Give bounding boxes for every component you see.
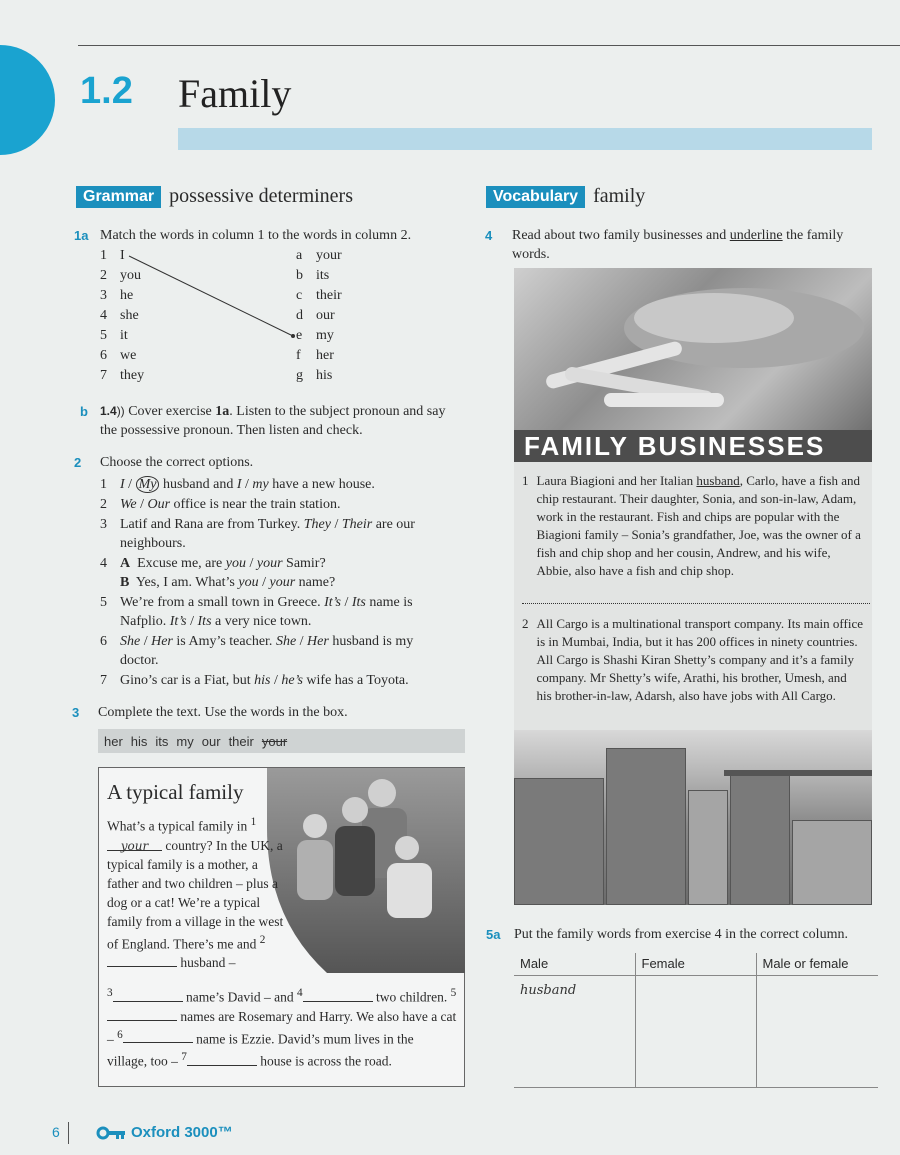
word-chip: their <box>228 734 254 749</box>
top-rule <box>78 45 900 46</box>
col-female: Female <box>635 953 756 975</box>
word-chip: her <box>104 734 123 749</box>
family-businesses-banner: FAMILY BUSINESSES <box>514 430 872 462</box>
word-chip: his <box>130 734 148 749</box>
ex2-instruction: Choose the correct options. <box>100 455 254 470</box>
vocabulary-tag: Vocabulary <box>486 186 585 208</box>
answer-1: your <box>107 837 162 851</box>
col-male: Male <box>514 953 635 975</box>
businesses-text <box>514 462 872 730</box>
match-item: g his <box>296 368 333 383</box>
match-item: 4 she <box>100 308 139 323</box>
oxford-3000-label: Oxford 3000™ <box>131 1124 233 1141</box>
grammar-title: possessive determiners <box>169 185 354 207</box>
option-item[interactable]: 7 Gino’s car is a Fiat, but his / he’s wife has a Toyota. <box>100 673 409 688</box>
match-item: c their <box>296 288 342 303</box>
family-photo <box>267 768 465 973</box>
match-item: 1 I <box>100 248 125 263</box>
page-number: 6 <box>52 1124 60 1140</box>
col-male-or-female: Male or female <box>756 953 878 975</box>
box-text-bottom: $^3$ name’s David – and $^4$ two children. $^5$ names are Rosemary and Harry. We also have a cat – $^6$ name is Ezzie. David’s mum lives in the village, too – $^7$ house is across the road. <box>107 987 457 1069</box>
match-item: 3 he <box>100 288 134 303</box>
ex1b-number: b <box>80 404 88 419</box>
blank-5[interactable] <box>107 1007 177 1021</box>
blank-4[interactable] <box>303 988 373 1002</box>
word-chip: our <box>201 734 221 749</box>
ex3-number: 3 <box>72 705 80 720</box>
title-banner <box>178 128 872 150</box>
blank-6[interactable] <box>123 1029 193 1043</box>
lesson-number: 1.2 <box>80 70 133 112</box>
audio-icon[interactable]: )) <box>116 404 125 418</box>
match-line <box>125 252 300 342</box>
word-chip: its <box>155 734 169 749</box>
ex3-instruction: Complete the text. Use the words in the box. <box>98 705 348 720</box>
answer-husband: husband <box>520 982 577 998</box>
option-item[interactable]: 2 We / Our office is near the train station. <box>100 497 341 512</box>
typical-family-box <box>98 767 465 1087</box>
ex5a-instruction: Put the family words from exercise 4 in the correct column. <box>514 927 848 942</box>
key-icon <box>96 1126 126 1140</box>
word-chip-used: your <box>261 734 288 749</box>
footer-divider <box>68 1122 69 1144</box>
business-paragraph-2: 2 All Cargo is a multinational transport company. Its main office is in Mumbai, India, but it has 200 offices in ninety countries. All Cargo is Shashi Kiran Shetty’s company and it’s a family company. Mr Shetty’s wife, Arathi, his brother, Umesh, and his brother-in-law, Adarsh, also have jobs with All Cargo. <box>522 616 863 703</box>
option-item[interactable]: 5 We’re from a small town in Greece. It’s / Its name is Nafplio. It’s / Its a very nice town. <box>100 595 413 629</box>
option-item[interactable]: 3 Latif and Rana are from Turkey. They / Their are our neighbours. <box>100 517 415 551</box>
blank-7[interactable] <box>187 1052 257 1066</box>
vocabulary-title: family <box>593 185 646 207</box>
business-paragraph-1: 1 Laura Biagioni and her Italian husband, Carlo, have a fish and chip restaurant. Their daughter, Sonia, and son-in-law, Adam, work in the restaurant. Fish and chips are popular with the Biagioni family – Sonia’s grandfather, Joe, was the owner of a fish and chip shop and her cousin, Andrew, and his wife, Abbie, also have a fish and chip shop. <box>522 473 861 578</box>
ex1a-number: 1a <box>74 228 89 243</box>
ex1b-text: 1.4)) Cover exercise 1a. Listen to the subject pronoun and say the possessive pronoun. Then listen and check. <box>100 404 446 438</box>
ex2-list <box>100 475 445 691</box>
audio-track: 1.4 <box>100 404 117 418</box>
match-item: d our <box>296 308 335 323</box>
female-cell[interactable] <box>635 975 756 1087</box>
fish-and-chips-photo <box>514 268 872 430</box>
lesson-title: Family <box>178 71 292 116</box>
blank-3[interactable] <box>113 988 183 1002</box>
grammar-heading <box>76 185 353 208</box>
ex4-instruction: Read about two family businesses and underline the family words. <box>512 228 844 262</box>
blank-2[interactable] <box>107 953 177 967</box>
match-item: f her <box>296 348 334 363</box>
lesson-circle <box>0 45 55 155</box>
box-text-top: What’s a typical family in $^1$your country? In the UK, a typical family is a mother, a father and two children – plus a dog or a cat! We’re a typical family from a village in the west of England. There’s me and $^2$ husband – <box>107 816 284 970</box>
match-item: 6 we <box>100 348 137 363</box>
ex1a-instruction: Match the words in column 1 to the words in column 2. <box>100 228 412 243</box>
match-item: 5 it <box>100 328 128 343</box>
gender-table <box>514 953 878 1088</box>
ex5a-number: 5a <box>486 927 501 942</box>
ex4-number: 4 <box>485 228 493 243</box>
male-or-female-cell[interactable] <box>756 975 878 1087</box>
match-item: 2 you <box>100 268 141 283</box>
match-item: a your <box>296 248 342 263</box>
vocabulary-heading <box>486 185 645 208</box>
paragraph-divider <box>522 603 870 604</box>
word-chip: my <box>176 734 194 749</box>
ex2-number: 2 <box>74 455 82 470</box>
option-item[interactable]: 6 She / Her is Amy’s teacher. She / Her husband is my doctor. <box>100 634 414 668</box>
oxford-3000 <box>96 1124 233 1141</box>
option-item[interactable]: 4 A Excuse me, are you / your Samir? B Yes, I am. What’s you / your name? <box>100 556 336 590</box>
word-box <box>98 729 465 753</box>
match-item: e my <box>296 328 334 343</box>
cargo-containers-photo <box>514 730 872 905</box>
option-item[interactable]: 1 I / My husband and I / my have a new house. <box>100 477 375 492</box>
match-item: 7 they <box>100 368 145 383</box>
match-item: b its <box>296 268 330 283</box>
grammar-tag: Grammar <box>76 186 161 208</box>
box-title: A typical family <box>107 780 244 804</box>
